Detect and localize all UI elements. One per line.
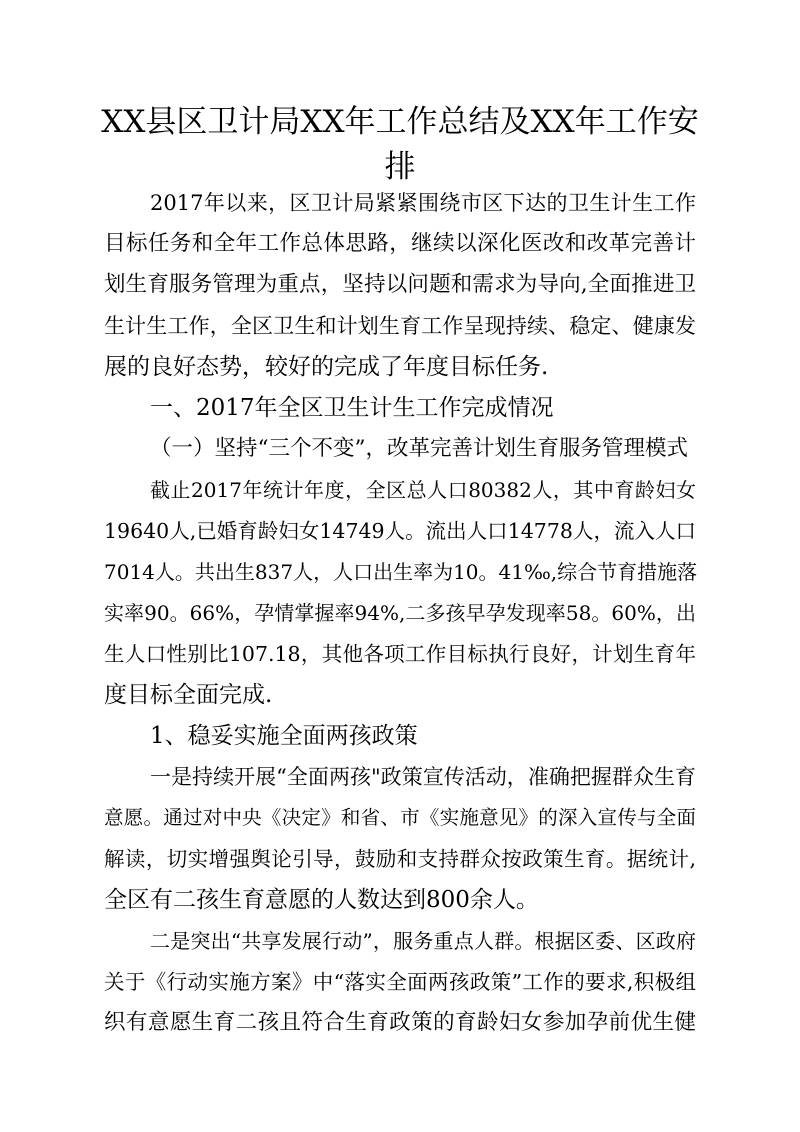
paragraph-intro-line: 生计生工作，全区卫生和计划生育工作呈现持续、稳定、健康发 <box>104 314 696 338</box>
subsection-heading-1: （一）坚持“三个不变”，改革完善计划生育服务管理模式 <box>150 436 688 461</box>
paragraph-point-one-line: 意愿。通过对中央《决定》和省、市《实施意见》的深入宣传与全面 <box>104 806 696 829</box>
paragraph-statistics-line: 度目标全面完成. <box>104 682 273 708</box>
paragraph-statistics-line: 实率90。66%，孕情掌握率94%,二多孩早孕发现率58。60%，出 <box>104 601 696 625</box>
paragraph-point-one-line: 全区有二孩生育意愿的人数达到800余人。 <box>104 887 539 913</box>
paragraph-intro-line: 2017年以来，区卫计局紧紧围绕市区下达的卫生计生工作 <box>150 191 696 215</box>
paragraph-intro-line: 划生育服务管理为重点，坚持以问题和需求为导向,全面推进卫 <box>104 272 696 297</box>
paragraph-point-one-line: 解读，切实增强舆论引导，鼓励和支持群众按政策生育。据统计, <box>104 847 696 871</box>
document-title-line-2: 排 <box>384 149 416 185</box>
paragraph-statistics-line: 7014人。共出生837人，人口出生率为10。41‰,综合节育措施落 <box>104 560 698 584</box>
paragraph-statistics-line: 19640人,已婚育龄妇女14749人。流出人口14778人，流入人口 <box>104 519 696 543</box>
paragraph-statistics-line: 截止2017年统计年度，全区总人口80382人，其中育龄妇女 <box>150 478 696 502</box>
paragraph-statistics-line: 生人口性别比107.18，其他各项工作目标执行良好，计划生育年 <box>104 642 696 666</box>
paragraph-intro-line: 目标任务和全年工作总体思路，继续以深化医改和改革完善计 <box>104 231 696 256</box>
section-heading-1: 一、2017年全区卫生计生工作完成情况 <box>150 395 554 421</box>
paragraph-intro-line: 展的良好态势，较好的完成了年度目标任务. <box>104 354 549 380</box>
paragraph-point-two-line: 织有意愿生育二孩且符合生育政策的育龄妇女参加孕前优生健 <box>104 1010 696 1035</box>
paragraph-point-two-line: 二是突出“共享发展行动”，服务重点人群。根据区委、区政府 <box>150 929 696 953</box>
paragraph-point-two-line: 关于《行动实施方案》中“落实全面两孩政策”工作的要求,积极组 <box>104 970 696 994</box>
document-title-line-1: XX县区卫计局XX年工作总结及XX年工作安 <box>101 104 699 140</box>
paragraph-point-one-line: 一是持续开展“全面两孩"政策宣传活动，准确把握群众生育 <box>150 765 696 789</box>
item-heading-1: 1、稳妥实施全面两孩政策 <box>150 723 418 749</box>
